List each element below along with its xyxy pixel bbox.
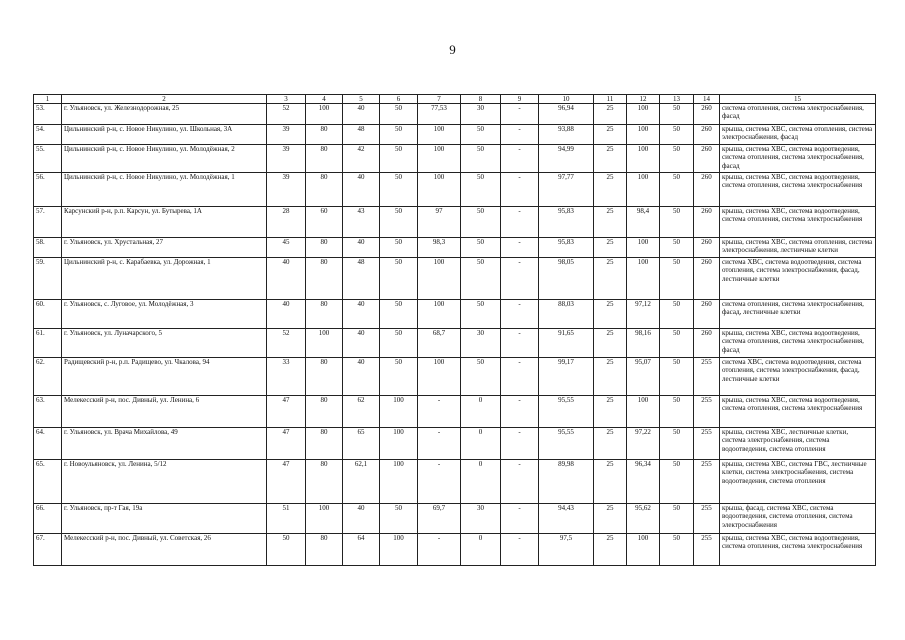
- value-cell: 96,94: [539, 104, 594, 125]
- works-cell: система отопления, система электроснабжения, фасад: [720, 104, 876, 125]
- value-cell: 25: [594, 460, 627, 504]
- table-row: [34, 104, 876, 125]
- table-row: [34, 207, 876, 238]
- value-cell: 100: [627, 238, 660, 258]
- address-cell: г. Ульяновск, ул. Луначарского, 5: [62, 329, 267, 358]
- value-cell: 94,99: [539, 145, 594, 173]
- address-cell: Цильнинский р-н, с. Новое Никулино, ул. Молодёжная, 2: [62, 145, 267, 173]
- value-cell: 94,43: [539, 504, 594, 534]
- value-cell: 47: [267, 396, 306, 428]
- value-cell: 80: [306, 145, 343, 173]
- value-cell: 0: [461, 460, 501, 504]
- value-cell: 50: [660, 428, 694, 460]
- works-cell: крыша, система ХВС, система водоотведения, система отопления, система электроснабжения, фасад: [720, 329, 876, 358]
- value-cell: 50: [660, 145, 694, 173]
- value-cell: 25: [594, 358, 627, 396]
- value-cell: 50: [660, 173, 694, 207]
- value-cell: 260: [694, 145, 720, 173]
- table-row: [34, 358, 876, 396]
- value-cell: 260: [694, 238, 720, 258]
- address-cell: г. Ульяновск, пр-т Гая, 19а: [62, 504, 267, 534]
- value-cell: 39: [267, 145, 306, 173]
- page-number: 9: [449, 42, 456, 57]
- header-cell: 8: [461, 95, 501, 104]
- value-cell: 0: [461, 396, 501, 428]
- value-cell: 255: [694, 428, 720, 460]
- value-cell: 255: [694, 396, 720, 428]
- row-number-cell: 53.: [34, 104, 62, 125]
- table-row: [34, 460, 876, 504]
- value-cell: 50: [461, 125, 501, 145]
- value-cell: 97,22: [627, 428, 660, 460]
- value-cell: 100: [306, 504, 343, 534]
- value-cell: 77,53: [418, 104, 461, 125]
- value-cell: 260: [694, 125, 720, 145]
- value-cell: 68,7: [418, 329, 461, 358]
- value-cell: 39: [267, 173, 306, 207]
- table-row: [34, 145, 876, 173]
- value-cell: 100: [380, 534, 418, 566]
- value-cell: 100: [627, 125, 660, 145]
- value-cell: 43: [343, 207, 380, 238]
- value-cell: 47: [267, 460, 306, 504]
- value-cell: 30: [461, 329, 501, 358]
- value-cell: 42: [343, 145, 380, 173]
- value-cell: 80: [306, 534, 343, 566]
- value-cell: 50: [660, 238, 694, 258]
- row-number-cell: 59.: [34, 258, 62, 300]
- value-cell: 51: [267, 504, 306, 534]
- value-cell: 0: [461, 534, 501, 566]
- value-cell: 52: [267, 329, 306, 358]
- value-cell: 50: [660, 329, 694, 358]
- table-row: [34, 238, 876, 258]
- row-number-cell: 60.: [34, 300, 62, 329]
- value-cell: 25: [594, 104, 627, 125]
- row-number-cell: 62.: [34, 358, 62, 396]
- value-cell: 50: [380, 504, 418, 534]
- value-cell: -: [418, 534, 461, 566]
- value-cell: -: [418, 396, 461, 428]
- value-cell: 260: [694, 329, 720, 358]
- table-row: [34, 173, 876, 207]
- value-cell: 50: [660, 300, 694, 329]
- table-row: [34, 534, 876, 566]
- address-cell: г. Ульяновск, с. Луговое, ул. Молодёжная, 3: [62, 300, 267, 329]
- value-cell: 28: [267, 207, 306, 238]
- value-cell: 80: [306, 396, 343, 428]
- value-cell: 98,05: [539, 258, 594, 300]
- value-cell: 95,83: [539, 207, 594, 238]
- value-cell: 50: [380, 300, 418, 329]
- value-cell: 52: [267, 104, 306, 125]
- value-cell: 62,1: [343, 460, 380, 504]
- table-row: [34, 329, 876, 358]
- address-cell: Карсунский р-н, р.п. Карсун, ул. Бутырева, 1А: [62, 207, 267, 238]
- header-cell: 15: [720, 95, 876, 104]
- value-cell: 100: [306, 104, 343, 125]
- address-cell: Цильнинский р-н, с. Карабаевка, ул. Дорожная, 1: [62, 258, 267, 300]
- value-cell: 50: [380, 258, 418, 300]
- table-row: [34, 428, 876, 460]
- works-cell: крыша, система ХВС, система отопления, система электроснабжения, фасад: [720, 125, 876, 145]
- value-cell: 80: [306, 428, 343, 460]
- header-cell: 6: [380, 95, 418, 104]
- table-row: [34, 300, 876, 329]
- row-number-cell: 65.: [34, 460, 62, 504]
- value-cell: -: [501, 125, 539, 145]
- value-cell: 40: [343, 504, 380, 534]
- value-cell: 100: [418, 145, 461, 173]
- value-cell: 100: [380, 396, 418, 428]
- value-cell: 80: [306, 125, 343, 145]
- value-cell: 100: [418, 300, 461, 329]
- header-cell: 11: [594, 95, 627, 104]
- value-cell: 100: [627, 173, 660, 207]
- value-cell: 260: [694, 207, 720, 238]
- row-number-cell: 61.: [34, 329, 62, 358]
- value-cell: 50: [380, 104, 418, 125]
- row-number-cell: 54.: [34, 125, 62, 145]
- value-cell: 97,77: [539, 173, 594, 207]
- value-cell: 50: [660, 504, 694, 534]
- value-cell: 255: [694, 504, 720, 534]
- value-cell: 93,88: [539, 125, 594, 145]
- value-cell: -: [501, 258, 539, 300]
- value-cell: 25: [594, 329, 627, 358]
- value-cell: 50: [660, 258, 694, 300]
- row-number-cell: 56.: [34, 173, 62, 207]
- value-cell: 98,16: [627, 329, 660, 358]
- value-cell: 25: [594, 258, 627, 300]
- value-cell: 50: [380, 238, 418, 258]
- address-cell: г. Новоульяновск, ул. Ленина, 5/12: [62, 460, 267, 504]
- header-cell: 5: [343, 95, 380, 104]
- value-cell: 95,62: [627, 504, 660, 534]
- value-cell: 25: [594, 396, 627, 428]
- works-cell: крыша, система ХВС, система водоотведения, система отопления, система электроснабжения: [720, 207, 876, 238]
- value-cell: 100: [418, 125, 461, 145]
- value-cell: 80: [306, 358, 343, 396]
- value-cell: 50: [461, 358, 501, 396]
- value-cell: 100: [380, 428, 418, 460]
- row-number-cell: 66.: [34, 504, 62, 534]
- works-cell: крыша, система ХВС, система водоотведения, система отопления, система электроснабжения: [720, 534, 876, 566]
- works-cell: крыша, система ХВС, система водоотведения, система отопления, система электроснабжения, фасад: [720, 145, 876, 173]
- value-cell: 25: [594, 145, 627, 173]
- value-cell: 25: [594, 207, 627, 238]
- value-cell: 91,65: [539, 329, 594, 358]
- value-cell: -: [418, 460, 461, 504]
- value-cell: 99,17: [539, 358, 594, 396]
- address-cell: г. Ульяновск, ул. Врача Михайлова, 49: [62, 428, 267, 460]
- works-cell: крыша, система ХВС, система водоотведения, система отопления, система электроснабжения: [720, 173, 876, 207]
- value-cell: 25: [594, 125, 627, 145]
- address-cell: Мелекесский р-н, пос. Дивный, ул. Советская, 26: [62, 534, 267, 566]
- value-cell: 95,55: [539, 396, 594, 428]
- value-cell: 40: [343, 329, 380, 358]
- value-cell: -: [501, 534, 539, 566]
- value-cell: 100: [627, 104, 660, 125]
- value-cell: 97,5: [539, 534, 594, 566]
- address-cell: Цильнинский р-н, с. Новое Никулино, ул. Школьная, 3А: [62, 125, 267, 145]
- value-cell: 98,4: [627, 207, 660, 238]
- value-cell: 100: [306, 329, 343, 358]
- address-cell: Мелекесский р-н, пос. Дивный, ул. Ленина, 6: [62, 396, 267, 428]
- value-cell: 25: [594, 238, 627, 258]
- value-cell: 60: [306, 207, 343, 238]
- value-cell: 50: [660, 534, 694, 566]
- value-cell: 50: [461, 258, 501, 300]
- value-cell: 25: [594, 428, 627, 460]
- value-cell: 255: [694, 358, 720, 396]
- value-cell: 39: [267, 125, 306, 145]
- header-cell: 12: [627, 95, 660, 104]
- value-cell: 50: [660, 104, 694, 125]
- row-number-cell: 58.: [34, 238, 62, 258]
- table-row: [34, 125, 876, 145]
- value-cell: 98,3: [418, 238, 461, 258]
- header-cell: 7: [418, 95, 461, 104]
- value-cell: 80: [306, 258, 343, 300]
- works-cell: крыша, фасад, система ХВС, система водоотведения, система отопления, система электроснабжения: [720, 504, 876, 534]
- value-cell: -: [501, 358, 539, 396]
- value-cell: 260: [694, 258, 720, 300]
- value-cell: 47: [267, 428, 306, 460]
- header-cell: 2: [62, 95, 267, 104]
- address-cell: г. Ульяновск, ул. Железнодорожная, 25: [62, 104, 267, 125]
- value-cell: 255: [694, 460, 720, 504]
- address-cell: г. Ульяновск, ул. Хрустальная, 27: [62, 238, 267, 258]
- works-cell: крыша, система ХВС, система ГВС, лестничные клетки, система электроснабжения, система водоотведения, система отопления: [720, 460, 876, 504]
- value-cell: 30: [461, 504, 501, 534]
- value-cell: -: [501, 300, 539, 329]
- value-cell: 100: [627, 145, 660, 173]
- value-cell: 50: [380, 173, 418, 207]
- value-cell: 50: [660, 207, 694, 238]
- value-cell: 50: [380, 358, 418, 396]
- value-cell: 50: [380, 329, 418, 358]
- value-cell: 40: [343, 238, 380, 258]
- value-cell: 50: [461, 145, 501, 173]
- value-cell: 64: [343, 534, 380, 566]
- value-cell: 100: [418, 358, 461, 396]
- row-number-cell: 55.: [34, 145, 62, 173]
- value-cell: 45: [267, 238, 306, 258]
- value-cell: 50: [380, 207, 418, 238]
- value-cell: 50: [660, 125, 694, 145]
- value-cell: 40: [267, 258, 306, 300]
- header-row: [34, 95, 876, 104]
- value-cell: -: [501, 460, 539, 504]
- value-cell: 96,34: [627, 460, 660, 504]
- value-cell: 100: [627, 396, 660, 428]
- value-cell: 0: [461, 428, 501, 460]
- address-cell: Радищевский р-н, р.п. Радищево, ул. Чкалова, 94: [62, 358, 267, 396]
- header-cell: 14: [694, 95, 720, 104]
- value-cell: 95,55: [539, 428, 594, 460]
- value-cell: 80: [306, 238, 343, 258]
- value-cell: 40: [343, 173, 380, 207]
- value-cell: 95,83: [539, 238, 594, 258]
- value-cell: 100: [627, 534, 660, 566]
- value-cell: 40: [267, 300, 306, 329]
- header-cell: 3: [267, 95, 306, 104]
- value-cell: 80: [306, 300, 343, 329]
- value-cell: 80: [306, 173, 343, 207]
- value-cell: 40: [343, 358, 380, 396]
- header-cell: 4: [306, 95, 343, 104]
- value-cell: 100: [380, 460, 418, 504]
- value-cell: -: [501, 104, 539, 125]
- row-number-cell: 63.: [34, 396, 62, 428]
- value-cell: 40: [343, 300, 380, 329]
- value-cell: 260: [694, 104, 720, 125]
- value-cell: 50: [660, 460, 694, 504]
- register-table: [33, 94, 876, 566]
- value-cell: 100: [627, 258, 660, 300]
- table-row: [34, 258, 876, 300]
- works-cell: крыша, система ХВС, система водоотведения, система отопления, система электроснабжения: [720, 396, 876, 428]
- value-cell: 88,03: [539, 300, 594, 329]
- value-cell: 48: [343, 125, 380, 145]
- value-cell: 50: [461, 238, 501, 258]
- works-cell: система отопления, система электроснабжения, фасад, лестничные клетки: [720, 300, 876, 329]
- value-cell: 260: [694, 300, 720, 329]
- header-cell: 10: [539, 95, 594, 104]
- value-cell: 97: [418, 207, 461, 238]
- table-row: [34, 396, 876, 428]
- value-cell: 25: [594, 173, 627, 207]
- works-cell: крыша, система ХВС, система отопления, система электроснабжения, лестничные клетки: [720, 238, 876, 258]
- row-number-cell: 57.: [34, 207, 62, 238]
- address-cell: Цильнинский р-н, с. Новое Никулино, ул. Молодёжная, 1: [62, 173, 267, 207]
- value-cell: 50: [267, 534, 306, 566]
- value-cell: 50: [380, 145, 418, 173]
- value-cell: 50: [461, 300, 501, 329]
- value-cell: 50: [660, 358, 694, 396]
- header-cell: 9: [501, 95, 539, 104]
- value-cell: 69,7: [418, 504, 461, 534]
- value-cell: -: [501, 329, 539, 358]
- value-cell: -: [501, 173, 539, 207]
- works-cell: система ХВС, система водоотведения, система отопления, система электроснабжения, фасад, лестничные клетки: [720, 258, 876, 300]
- value-cell: 25: [594, 300, 627, 329]
- value-cell: 100: [418, 258, 461, 300]
- value-cell: 50: [461, 207, 501, 238]
- value-cell: 255: [694, 534, 720, 566]
- row-number-cell: 64.: [34, 428, 62, 460]
- value-cell: -: [501, 145, 539, 173]
- value-cell: 95,07: [627, 358, 660, 396]
- value-cell: -: [418, 428, 461, 460]
- value-cell: 25: [594, 504, 627, 534]
- value-cell: 260: [694, 173, 720, 207]
- header-cell: 1: [34, 95, 62, 104]
- value-cell: 89,98: [539, 460, 594, 504]
- works-cell: крыша, система ХВС, лестничные клетки, система электроснабжения, система водоотведения, система отопления: [720, 428, 876, 460]
- value-cell: 62: [343, 396, 380, 428]
- value-cell: -: [501, 396, 539, 428]
- value-cell: 50: [380, 125, 418, 145]
- value-cell: 25: [594, 534, 627, 566]
- table-row: [34, 504, 876, 534]
- value-cell: -: [501, 428, 539, 460]
- value-cell: 33: [267, 358, 306, 396]
- value-cell: 48: [343, 258, 380, 300]
- value-cell: 100: [418, 173, 461, 207]
- value-cell: -: [501, 504, 539, 534]
- value-cell: -: [501, 207, 539, 238]
- value-cell: 80: [306, 460, 343, 504]
- value-cell: 65: [343, 428, 380, 460]
- value-cell: 40: [343, 104, 380, 125]
- value-cell: 50: [660, 396, 694, 428]
- value-cell: 30: [461, 104, 501, 125]
- row-number-cell: 67.: [34, 534, 62, 566]
- value-cell: -: [501, 238, 539, 258]
- value-cell: 50: [461, 173, 501, 207]
- header-cell: 13: [660, 95, 694, 104]
- works-cell: система ХВС, система водоотведения, система отопления, система электроснабжения, фасад, лестничные клетки: [720, 358, 876, 396]
- value-cell: 97,12: [627, 300, 660, 329]
